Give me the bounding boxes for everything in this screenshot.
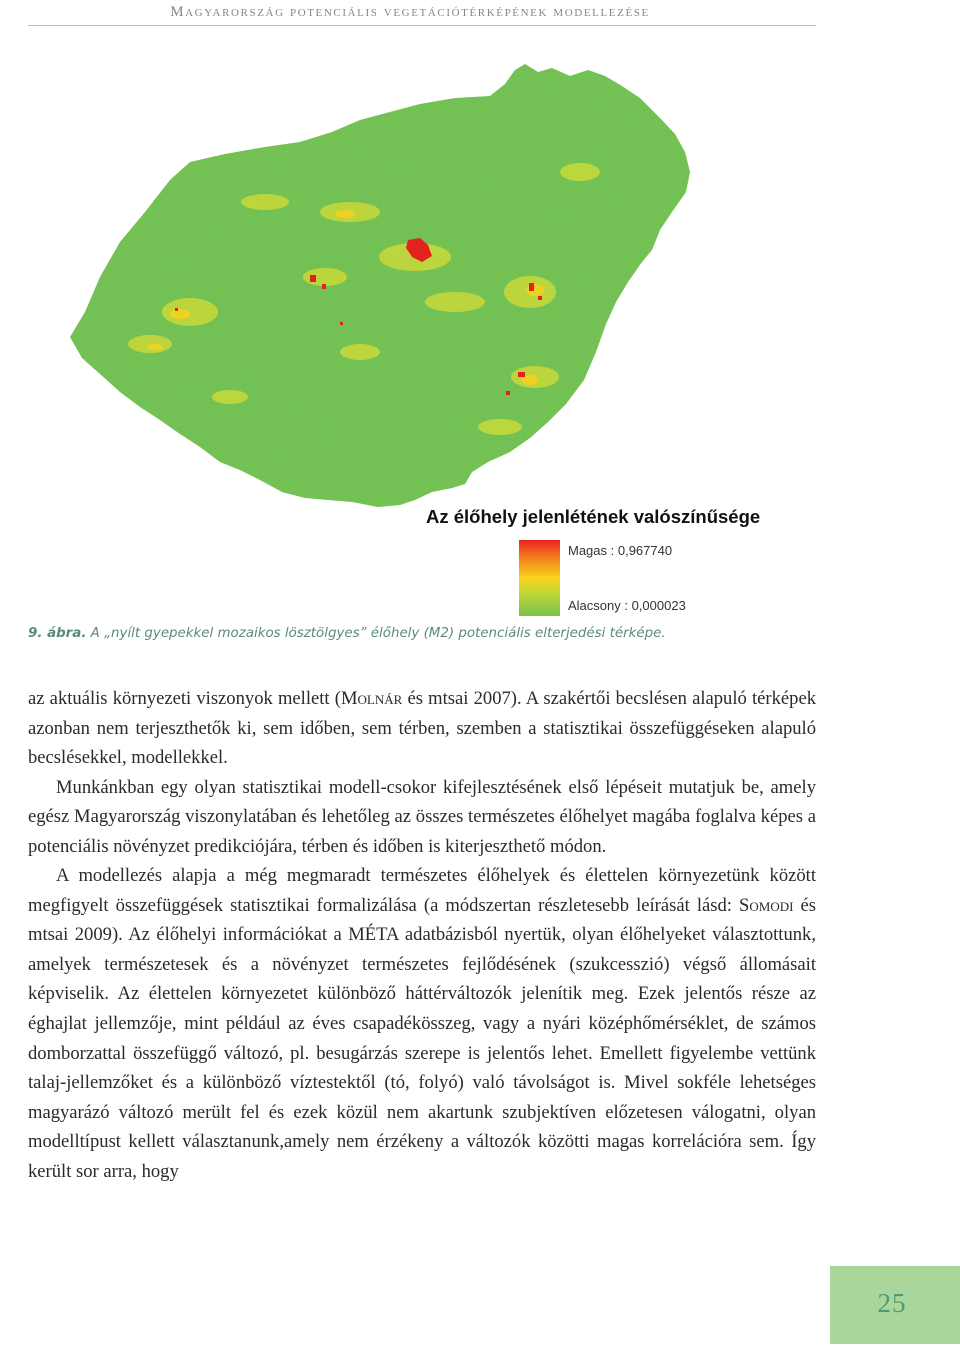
hungary-map (60, 62, 750, 532)
map-texture (70, 64, 690, 507)
header-rule (28, 25, 816, 26)
page-number-box (830, 1266, 960, 1344)
paragraph-2: Munkánkban egy olyan statisztikai modell-csokor kifejlesztésének első lépéseit mutatjuk be, amely egész Magyarország viszonylatában és lehetőleg az összes természetes élőhelyet magába foglalva képes a potenciális növényzet predikciójára, térben és időben is kiterjeszthető módon. (28, 776, 816, 857)
paragraph-1 (28, 684, 816, 773)
legend-title: Az élőhely jelenlétének valószínűsége (426, 506, 761, 527)
legend-low-label: Alacsony : 0,000023 (568, 598, 686, 613)
author-citation: Somodi (739, 894, 794, 916)
figure-number: 9. ábra. (28, 626, 87, 641)
running-head: Magyarország potenciális vegetációtérképének modellezése (170, 4, 650, 20)
habitat-probability-map (60, 62, 750, 532)
paragraph-3 (28, 861, 816, 1186)
page-number: 25 (877, 1288, 907, 1318)
figure-caption (28, 626, 818, 641)
paragraph-3-text-b: és mtsai 2009). Az élőhelyi információkat a MÉTA adatbázisból nyertük, olyan élőhelyeket választottunk, amelyek természetesek és a növényzet természetes fejlődésének (szukcesszió) végső állomásait képviselik. Az élettelen környezetet különböző háttérváltozók jelenítik meg. Ezek jelentős része az éghajlat jellemzője, mint például az éves csapadékösszeg, vagy a nyári középhőmérséklet, de számos domborzattal összefüggő változó, pl. besugárzás szerepe is jelentős lehet. Emellett figyelembe vettünk talaj-jellemzőket és a különböző víztestektől (tó, folyó) való távolságot is. Mivel sokféle lehetséges magyarázó változó merült fel és ezek közül nem akartunk szubjektíven előzetesen válogatni, olyan modelltípust kellett választanunk,amely nem érzékeny a változók közötti magas korrelációra sem. Így került sor arra, hogy (28, 894, 817, 1182)
legend-color-ramp (519, 540, 560, 616)
paragraph-1-text-a: az aktuális környezeti viszonyok mellett ( (28, 688, 341, 709)
figure-caption-text: A „nyílt gyepekkel mozaikos lösztölgyes” élőhely (M2) potenciális elterjedési térképe. (86, 626, 666, 641)
author-citation: Molnár (340, 688, 403, 709)
paragraph-3-text-a: A modellezés alapja a még megmaradt természetes élőhelyek és élettelen környezetünk között megfigyelt összefüggések statisztikai formalizálása (a módszertan részletesebb leírását lásd: (28, 865, 816, 916)
legend-high-label: Magas : 0,967740 (568, 543, 673, 558)
body-text (28, 684, 816, 1186)
paragraph-1-text-b: és mtsai 2007). A szakértői becslésen alapuló térképek azonban nem terjeszthetők ki, sem időben, sem térben, szemben a statisztikai összefüggéseken alapuló becslésekkel, modellekkel. (28, 688, 817, 769)
